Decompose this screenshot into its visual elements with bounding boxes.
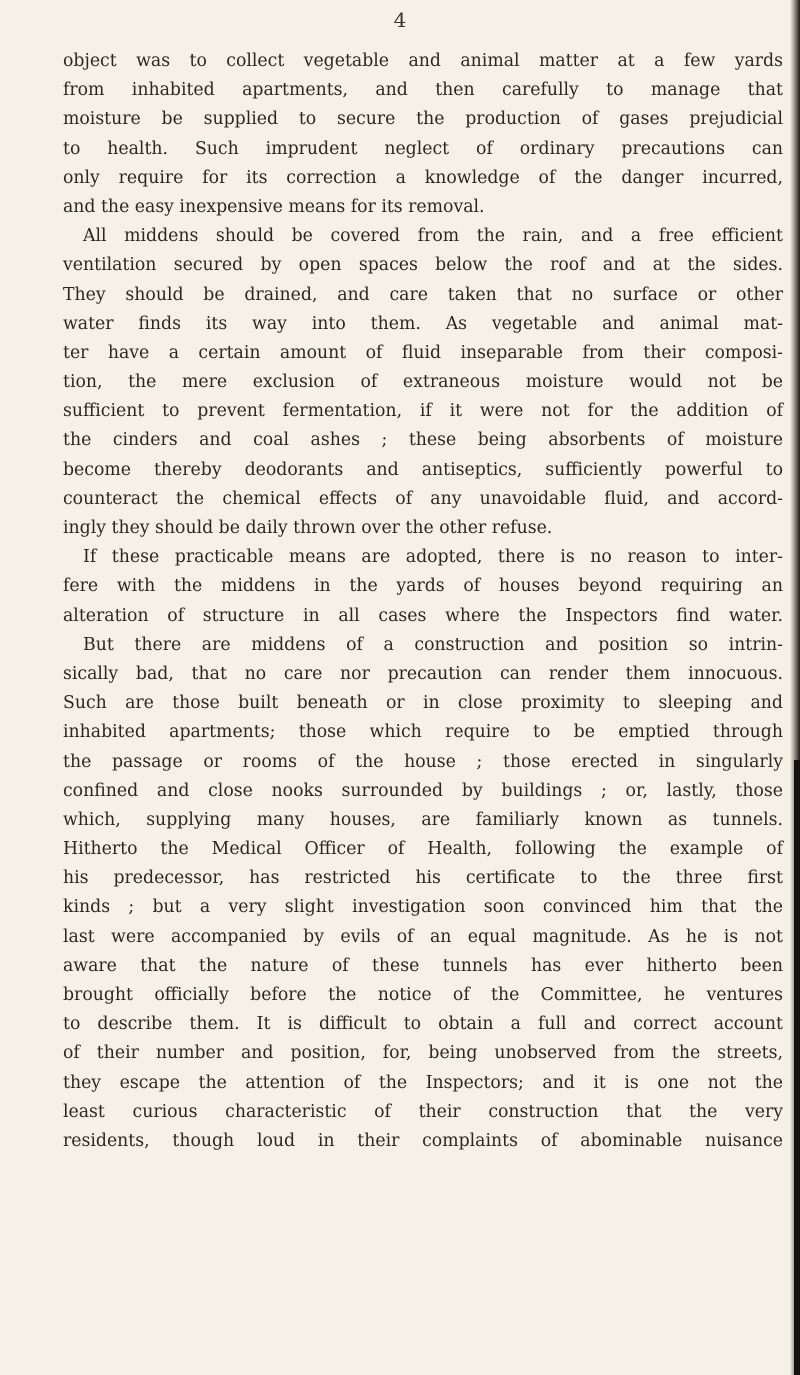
text-line: They should be drained, and care taken that no surface or other — [63, 284, 783, 305]
text-line: Hitherto the Medical Officer of Health, following the example of — [63, 839, 783, 860]
text-line: alteration of structure in all cases where the Inspectors find water. — [63, 605, 783, 626]
text-line: ingly they should be daily thrown over the other refuse. — [63, 518, 553, 538]
text-line: sically bad, that no care nor precaution can render them innocuous. — [63, 663, 783, 684]
body-text — [63, 47, 783, 1156]
text-line: Such are those built beneath or in close proximity to sleeping and — [63, 693, 783, 714]
text-line: least curious characteristic of their construction that the very — [63, 1101, 783, 1122]
text-line: to describe them. It is difficult to obtain a full and correct account — [63, 1014, 783, 1035]
text-line: residents, though loud in their complaints of abominable nuisance — [63, 1130, 783, 1151]
text-line: and the easy inexpensive means for its removal. — [63, 196, 485, 217]
text-line: fere with the middens in the yards of houses beyond requiring an — [63, 576, 783, 597]
text-line: the passage or rooms of the house ; those erected in singularly — [63, 751, 783, 772]
text-line: of their number and position, for, being unobserved from the streets, — [63, 1043, 783, 1064]
text-line: confined and close nooks surrounded by buildings ; or, lastly, those — [63, 780, 783, 801]
text-line: sufficient to prevent fermentation, if it were not for the addition of — [63, 401, 783, 422]
text-line: last were accompanied by evils of an equal magnitude. As he is not — [63, 926, 783, 947]
text-line: tion, the mere exclusion of extraneous moisture would not be — [63, 372, 783, 393]
text-line: only require for its correction a knowledge of the danger incurred, — [63, 167, 783, 188]
text-line: the cinders and coal ashes ; these being absorbents of moisture — [63, 430, 783, 451]
text-line: kinds ; but a very slight investigation soon convinced him that the — [63, 897, 783, 918]
text-line: brought officially before the notice of the Committee, he ventures — [63, 985, 783, 1005]
text-line: All middens should be covered from the rain, and a free efficient — [83, 226, 783, 247]
text-line: from inhabited apartments, and then carefully to manage that — [63, 80, 783, 101]
text-line: inhabited apartments; those which require to be emptied through — [63, 722, 783, 743]
text-line: moisture be supplied to secure the production of gases prejudicial — [63, 109, 783, 130]
text-line: become thereby deodorants and antiseptics, sufficiently powerful to — [63, 459, 783, 480]
page-number: 4 — [393, 8, 407, 32]
text-line: to health. Such imprudent neglect of ordinary precautions can — [63, 138, 783, 159]
text-line: object was to collect vegetable and animal matter at a few yards — [63, 51, 783, 71]
text-line: they escape the attention of the Inspectors; and it is one not the — [63, 1072, 783, 1093]
text-line: If these practicable means are adopted, there is no reason to inter- — [83, 547, 783, 568]
text-line: counteract the chemical effects of any unavoidable fluid, and accord- — [63, 488, 783, 509]
text-line: aware that the nature of these tunnels has ever hitherto been — [63, 955, 783, 976]
text-line: water finds its way into them. As vegetable and animal mat- — [63, 313, 783, 334]
text-line: which, supplying many houses, are familiarly known as tunnels. — [63, 809, 783, 830]
text-line: But there are middens of a construction and position so intrin- — [83, 634, 783, 655]
text-line: his predecessor, has restricted his certificate to the three first — [63, 868, 783, 889]
text-line: ventilation secured by open spaces below the roof and at the sides. — [63, 255, 783, 276]
page-edge-binding — [794, 760, 800, 1375]
text-line: ter have a certain amount of fluid inseparable from their composi- — [63, 342, 783, 363]
